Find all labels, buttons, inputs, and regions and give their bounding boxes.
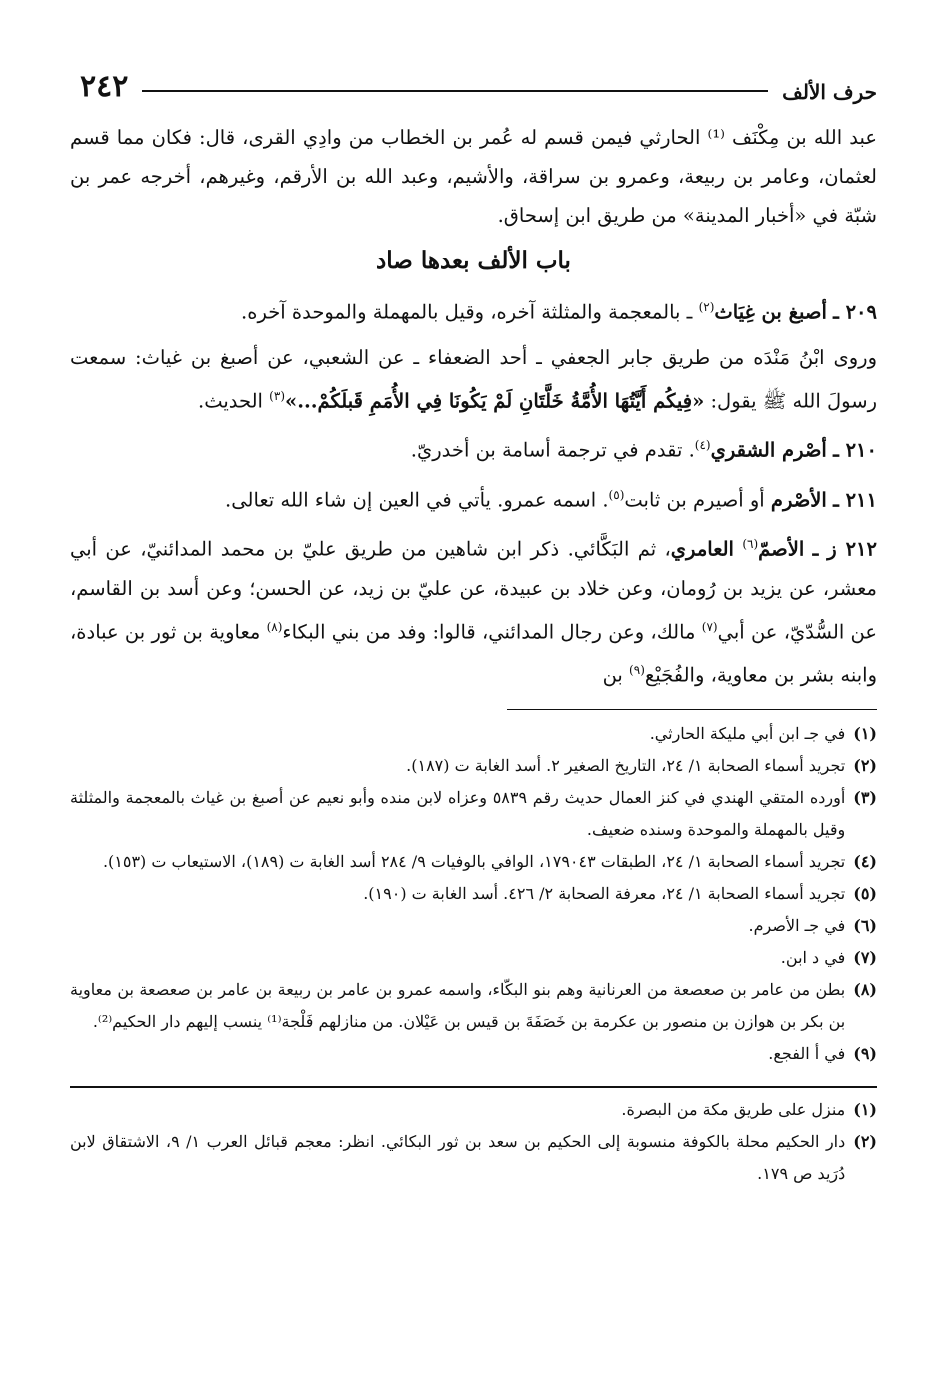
entry-name: أصبغ بن غِيَاث	[714, 300, 827, 324]
entry-text: . اسمه عمرو. يأتي في العين إن شاء الله تعالى.	[225, 488, 609, 511]
entry-name: الأصمّ	[758, 537, 805, 561]
body-text	[70, 118, 877, 695]
footnote-ref[interactable]: (٩)	[629, 663, 645, 677]
footnote-number: (٧)	[853, 947, 877, 967]
footnote-number: (٢)	[853, 755, 877, 775]
editor-note-number: (١)	[853, 1099, 877, 1119]
footnote-ref[interactable]: (٦)	[742, 537, 759, 551]
footnote	[70, 750, 877, 782]
entry-212	[70, 525, 877, 695]
entry-number: ٢٠٩ ـ	[833, 300, 877, 324]
footnote	[70, 718, 877, 750]
entry-text: . تقدم في ترجمة أسامة بن أخدريّ.	[410, 438, 695, 462]
section-name: حرف الألف	[782, 80, 877, 104]
footnote-ref[interactable]: (٨)	[266, 619, 283, 634]
footnote	[70, 782, 877, 846]
entry-text: ـ بالمعجمة والمثلثة آخره، وقيل بالمهملة والموحدة آخره.	[241, 300, 693, 324]
entry-text: ، ثم البَكَّائي. ذكر ابن شاهين من طريق عليّ بن محمد المدائنيّ، عن أبي معشر، عن يزيد بن رُومان، وعن خلاد بن عبيدة، عن عليّ بن زيد، عن الحسن؛ وعن أسد بن القاسم، عن السُّدّيّ، عن أبي	[70, 537, 877, 643]
footnote	[70, 1038, 877, 1070]
footnote-number: (٤)	[853, 851, 877, 871]
entry-text: معاوية بن ثور بن عبادة، وابنه بشر بن معاوية، والفُجَيْع	[70, 620, 877, 687]
editor-note-number: (٢)	[853, 1131, 877, 1151]
editor-note	[70, 1126, 877, 1190]
entry-name: الأصْرم	[770, 488, 827, 511]
entry-text: بن	[602, 663, 623, 687]
entry-nisba: العامري	[670, 537, 734, 561]
intro-paragraph: عبد الله بن مِكْنَف ⁽¹⁾ الحارثي فيمن قسم له عُمر بن الخطاب من وادِي القرى، قال: فكان مما قسم لعثمان، وعامر بن ربيعة، وعمرو بن سراقة، والأشيم، وعبد الله بن الأرقم، وغيرهم، أخرجه عمر بن شبّة في «أخبار المدينة» من طريق ابن إسحاق.	[70, 126, 877, 227]
footnote-ref[interactable]: (٤)	[694, 438, 711, 452]
footnote-text: في جـ الأصرم.	[748, 915, 846, 935]
footnote-text: في جـ ابن أبي مليكة الحارثي.	[649, 723, 846, 743]
editor-notes-rule	[70, 1086, 877, 1088]
editor-note	[70, 1094, 877, 1126]
editor-note-text: دار الحكيم محلة بالكوفة منسوبة إلى الحكيم بن سعد بن ثور البكائي. انظر: معجم قبائل العرب ١/ ٩، الاشتقاق لابن دُرَيد ص ١٧٩.	[70, 1131, 846, 1183]
entry-210	[70, 426, 877, 470]
footnote-text: تجريد أسماء الصحابة ١/ ٢٤، معرفة الصحابة ٢/ ٤٢٦. أسد الغابة ت (١٩٠).	[363, 883, 846, 903]
editor-notes	[70, 1094, 877, 1190]
footnote-number: (٨)	[853, 979, 877, 999]
hadith-quote: «فِيكُم أَيَّتُهَا الأُمَّةُ خَلَّتَانِ لَمْ يَكُونَا فِي الأُمَمِ قَبلَكُمْ...»	[285, 389, 705, 412]
entry-209	[70, 288, 877, 332]
footnote-ref[interactable]: (٥)	[608, 487, 625, 502]
footnotes	[70, 718, 877, 1070]
footnote-text: في أ الفجع.	[768, 1043, 846, 1063]
entry-number: ٢١٠ ـ	[833, 438, 877, 462]
footnote	[70, 878, 877, 910]
footnote	[70, 942, 877, 974]
footnote-number: (٥)	[853, 883, 877, 903]
footnote-text: بطن من عامر بن صعصعة من العرنانية وهم بنو البكّاء، واسمه عمرو بن عامر بن ربيعة بن عامر بن صعصعة بن معاوية بن بكر بن هوازن بن منصور بن عكرمة بن خَصَفَةَ بن قيس بن عَيْلان. من منازلهم فَلْجة⁽¹⁾ ينسب إليهم دار الحكيم⁽²⁾.	[70, 979, 846, 1031]
footnote-number: (٣)	[853, 787, 877, 807]
footnotes-rule	[507, 709, 877, 710]
footnote-number: (٩)	[853, 1043, 877, 1063]
footnote	[70, 910, 877, 942]
narration-end: الحديث.	[198, 389, 263, 412]
entry-text: مالك، وعن رجال المدائني، قالوا: وفد من بني البكاء	[282, 620, 696, 643]
running-header	[70, 60, 877, 104]
footnote-text: تجريد أسماء الصحابة ١/ ٢٤، التاريخ الصغير ٢. أسد الغابة ت (١٨٧).	[406, 755, 846, 775]
narration-text: وروى ابْنُ مَنْدَه من طريق جابر الجعفي ـ أحد الضعفاء ـ عن الشعبي، عن أصبغ بن غياث: سمعت رسولَ الله ﷺ يقول:	[70, 345, 877, 412]
entry-number: ٢١٢ ز ـ	[812, 537, 877, 561]
header-rule	[142, 90, 768, 92]
entry-211	[70, 476, 877, 520]
entry-209-narration	[70, 338, 877, 421]
entry-alt-name: أو أصيرم بن ثابت	[624, 488, 765, 511]
footnote-text: تجريد أسماء الصحابة ١/ ٢٤، الطبقات ١٧٩٠٤٣، الوافي بالوفيات ٩/ ٢٨٤ أسد الغابة ت (١٨٩)، الاستيعاب ت (١٥٣).	[102, 851, 846, 871]
entry-name: أصْرم الشقري	[710, 438, 827, 462]
page-number: ٢٤٢	[80, 69, 129, 104]
footnote-ref[interactable]: (٢)	[698, 300, 715, 314]
footnote-text: في د ابن.	[780, 947, 846, 967]
footnote	[70, 846, 877, 878]
footnote-number: (٦)	[853, 915, 877, 935]
footnote-number: (١)	[853, 723, 877, 743]
editor-note-text: منزل على طريق مكة من البصرة.	[621, 1099, 846, 1119]
footnote	[70, 974, 877, 1038]
entry-number: ٢١١ ـ	[833, 488, 877, 511]
chapter-title: باب الألف بعدها صاد	[376, 247, 571, 274]
footnote-ref[interactable]: (٧)	[701, 619, 718, 634]
footnote-ref[interactable]: (٣)	[269, 388, 285, 403]
footnote-text: أورده المتقي الهندي في كنز العمال حديث رقم ٥٨٣٩ وعزاه لابن منده وأبو نعيم عن أصبغ بن غياث بالمعجمة والمثلثة وقيل بالمهملة والموحدة وسنده ضعيف.	[70, 787, 846, 839]
